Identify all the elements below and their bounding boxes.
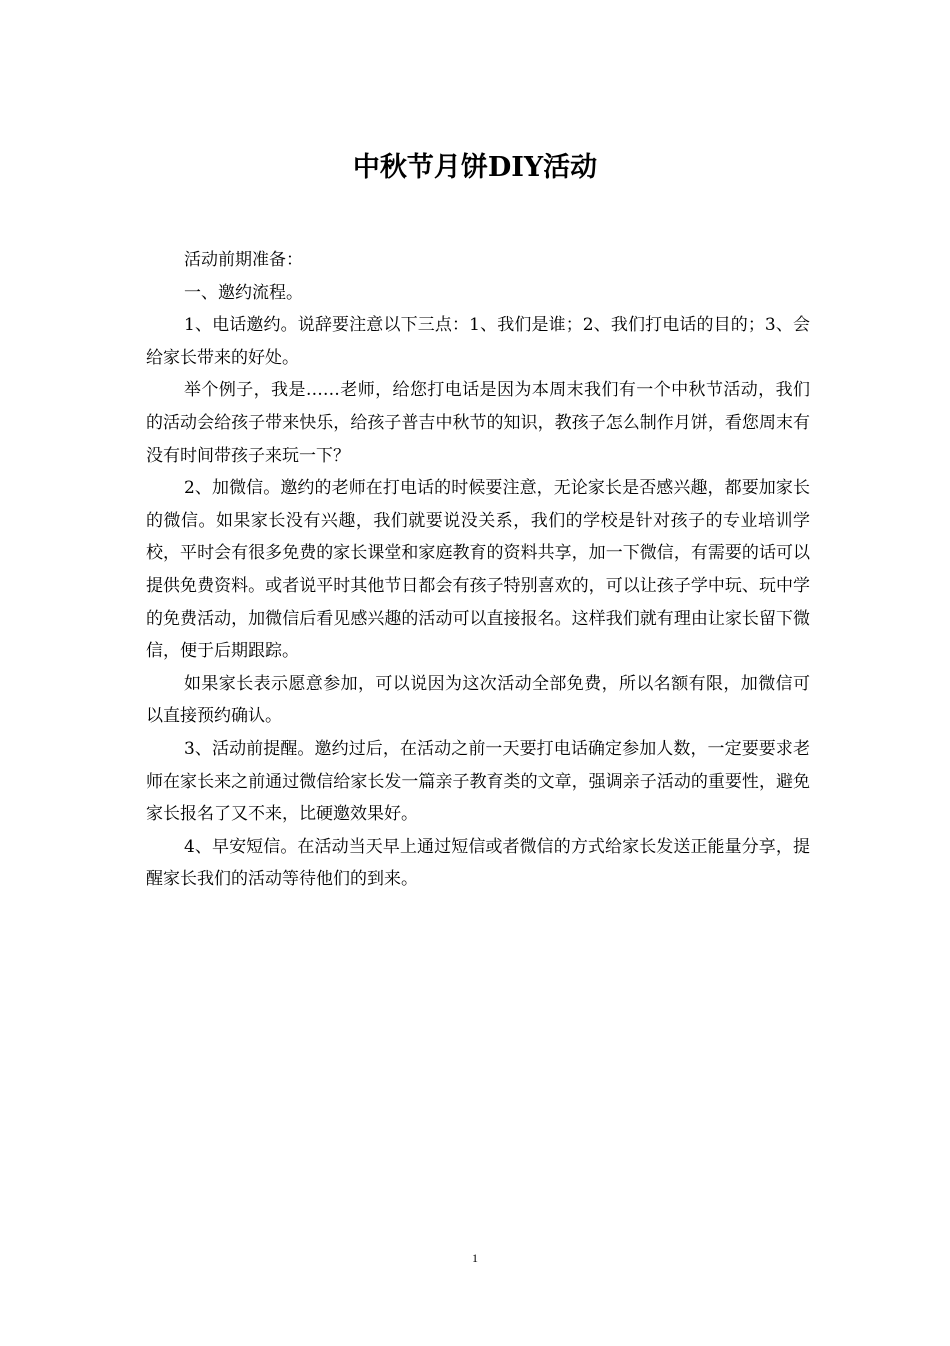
document-title: 中秋节月饼DIY活动: [352, 152, 598, 183]
paragraph-pre-event-reminder: 3、活动前提醒。邀约过后，在活动之前一天要打电话确定参加人数，一定要要求老师在家长来之前通过微信给家长发一篇亲子教育类的文章，强调亲子活动的重要性，避免家长报名了又不来，比硬邀效果好。: [146, 738, 810, 825]
paragraph-willing-to-join: 如果家长表示愿意参加，可以说因为这次活动全部免费，所以名额有限，加微信可以直接预约确认。: [146, 673, 810, 727]
paragraph-example: 举个例子，我是……老师，给您打电话是因为本周末我们有一个中秋节活动，我们的活动会给孩子带来快乐，给孩子普吉中秋节的知识，教孩子怎么制作月饼，看您周末有没有时间带孩子来玩一下？: [146, 380, 810, 466]
paragraph-morning-message: 4、早安短信。在活动当天早上通过短信或者微信的方式给家长发送正能量分享，提醒家长我们的活动等待他们的到来。: [146, 836, 810, 890]
paragraph-preparation-heading: 活动前期准备：: [184, 250, 303, 270]
paragraph-add-wechat: 2、加微信。邀约的老师在打电话的时候要注意，无论家长是否感兴趣，都要加家长的微信。如果家长没有兴趣，我们就要说没关系，我们的学校是针对孩子的专业培训学校，平时会有很多免费的家长课堂和家庭教育的资料共享，加一下微信，有需要的话可以提供免费资料。或者说平时其他节日都会有孩子特别喜欢的，可以让孩子学中玩、玩中学的免费活动，加微信后看见感兴趣的活动可以直接报名。这样我们就有理由让家长留下微信，便于后期跟踪。: [146, 478, 810, 662]
page-number: 1: [472, 1251, 478, 1265]
document-body: [146, 244, 810, 896]
paragraph-invitation-process: 一、邀约流程。: [184, 282, 303, 303]
paragraph-phone-invitation: 1、电话邀约。说辞要注意以下三点：1、我们是谁；2、我们打电话的目的；3、会给家长带来的好处。: [146, 315, 810, 368]
